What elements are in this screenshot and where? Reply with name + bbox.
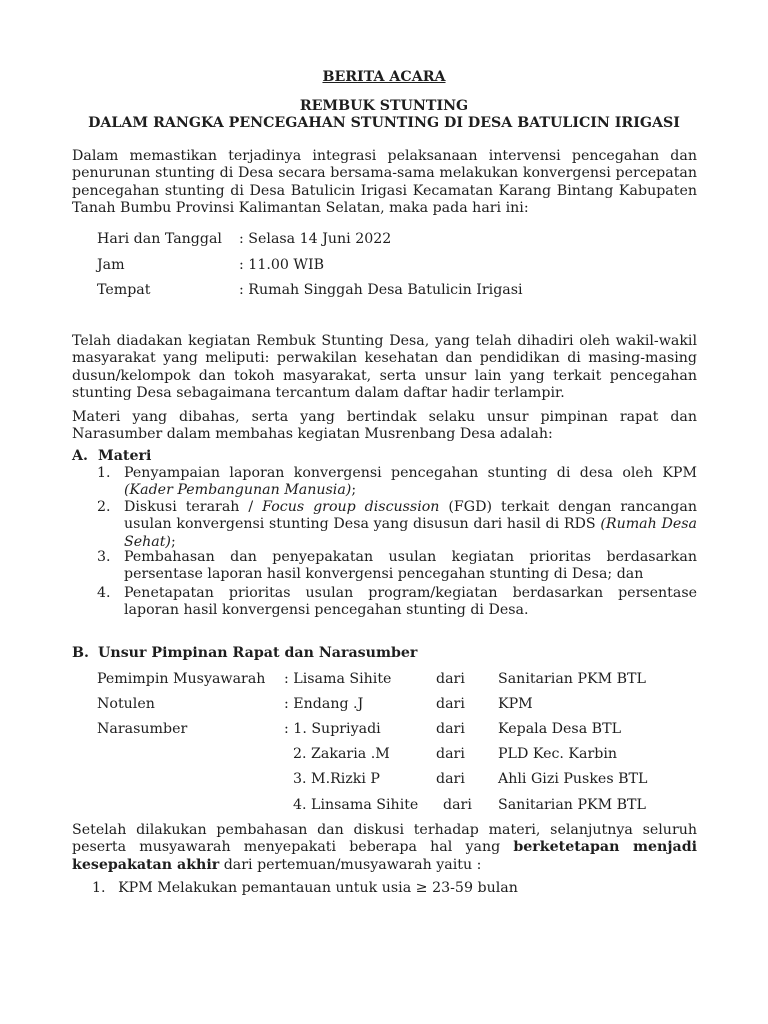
materials-intro-paragraph: Materi yang dibahas, serta yang bertindak selaku unsur pimpinan rapat dan Narasumber dalam membahas kegiatan Musrenbang Desa adalah: — [72, 409, 697, 443]
document-subtitle-2: DALAM RANGKA PENCEGAHAN STUNTING DI DESA BATULICIN IRIGASI — [88, 115, 680, 131]
section-title: Materi — [98, 448, 152, 464]
dari-cell: dari — [436, 671, 465, 687]
agreement-item — [92, 880, 518, 897]
list-number: 4. — [97, 585, 111, 601]
list-text: KPM Melakukan pemantauan untuk usia ≥ 23-59 bulan — [118, 880, 518, 896]
name-cell: : Lisama Sihite — [284, 671, 392, 687]
detail-value: : Selasa 14 Juni 2022 — [239, 231, 392, 247]
section-title: Unsur Pimpinan Rapat dan Narasumber — [98, 645, 418, 661]
list-text: Pembahasan dan penyepakatan usulan kegiatan prioritas berdasarkan persentase laporan hasil konvergensi pencegahan stunting di Desa; dan — [124, 549, 697, 583]
institution-cell: Ahli Gizi Puskes BTL — [498, 771, 648, 787]
dari-cell: dari — [436, 771, 465, 787]
detail-value: : Rumah Singgah Desa Batulicin Irigasi — [239, 282, 523, 298]
institution-cell: Sanitarian PKM BTL — [498, 671, 646, 687]
institution-cell: Sanitarian PKM BTL — [498, 797, 646, 813]
name-cell: 3. M.Rizki P — [293, 771, 380, 787]
list-text: Penyampaian laporan konvergensi pencegahan stunting di desa oleh KPM (Kader Pembangunan Manusia); — [124, 465, 697, 499]
agreement-paragraph: Setelah dilakukan pembahasan dan diskusi terhadap materi, selanjutnya seluruh peserta musyawarah menyepakati beberapa hal yang berketetapan menjadi kesepakatan akhir dari pertemuan/musyawarah yaitu : — [72, 822, 697, 873]
detail-label: Jam — [97, 257, 125, 273]
list-text: Diskusi terarah / Focus group discussion (FGD) terkait dengan rancangan usulan konvergensi stunting Desa yang disusun dari hasil di RDS (Rumah Desa Sehat); — [124, 499, 697, 550]
role-cell: Pemimpin Musyawarah — [97, 671, 266, 687]
dari-cell: dari — [436, 746, 465, 762]
dari-cell: dari — [443, 797, 472, 813]
section-letter: A. — [72, 448, 88, 464]
detail-value: : 11.00 WIB — [239, 257, 325, 273]
name-cell: : 1. Supriyadi — [284, 721, 381, 737]
section-letter: B. — [72, 645, 89, 661]
document-title: BERITA ACARA — [322, 69, 446, 85]
institution-cell: KPM — [498, 696, 533, 712]
list-number: 3. — [97, 549, 111, 565]
list-number: 1. — [92, 880, 106, 896]
institution-cell: Kepala Desa BTL — [498, 721, 621, 737]
list-text: Penetapatan prioritas usulan program/kegiatan berdasarkan persentase laporan hasil konvergensi pencegahan stunting di Desa. — [124, 585, 697, 619]
name-cell: 2. Zakaria .M — [293, 746, 390, 762]
name-cell: 4. Linsama Sihite — [293, 797, 419, 813]
list-number: 1. — [97, 465, 111, 481]
intro-paragraph: Dalam memastikan terjadinya integrasi pelaksanaan intervensi pencegahan dan penurunan stunting di Desa secara bersama-sama melakukan konvergensi percepatan pencegahan stunting di Desa Batulicin Irigasi Kecamatan Karang Bintang Kabupaten Tanah Bumbu Provinsi Kalimantan Selatan, maka pada hari ini: — [72, 148, 697, 216]
role-cell: Notulen — [97, 696, 155, 712]
dari-cell: dari — [436, 721, 465, 737]
institution-cell: PLD Kec. Karbin — [498, 746, 618, 762]
attendance-paragraph: Telah diadakan kegiatan Rembuk Stunting Desa, yang telah dihadiri oleh wakil-wakil masyarakat yang meliputi: perwakilan kesehatan dan pendidikan di masing-masing dusun/kelompok dan tokoh masyarakat, serta unsur lain yang terkait pencegahan stunting Desa sebagaimana tercantum dalam daftar hadir terlampir. — [72, 333, 697, 401]
role-cell: Narasumber — [97, 721, 188, 737]
detail-label: Hari dan Tanggal — [97, 231, 222, 247]
document-subtitle: REMBUK STUNTING — [299, 98, 469, 114]
name-cell: : Endang .J — [284, 696, 364, 712]
list-number: 2. — [97, 499, 111, 515]
dari-cell: dari — [436, 696, 465, 712]
detail-label: Tempat — [97, 282, 151, 298]
